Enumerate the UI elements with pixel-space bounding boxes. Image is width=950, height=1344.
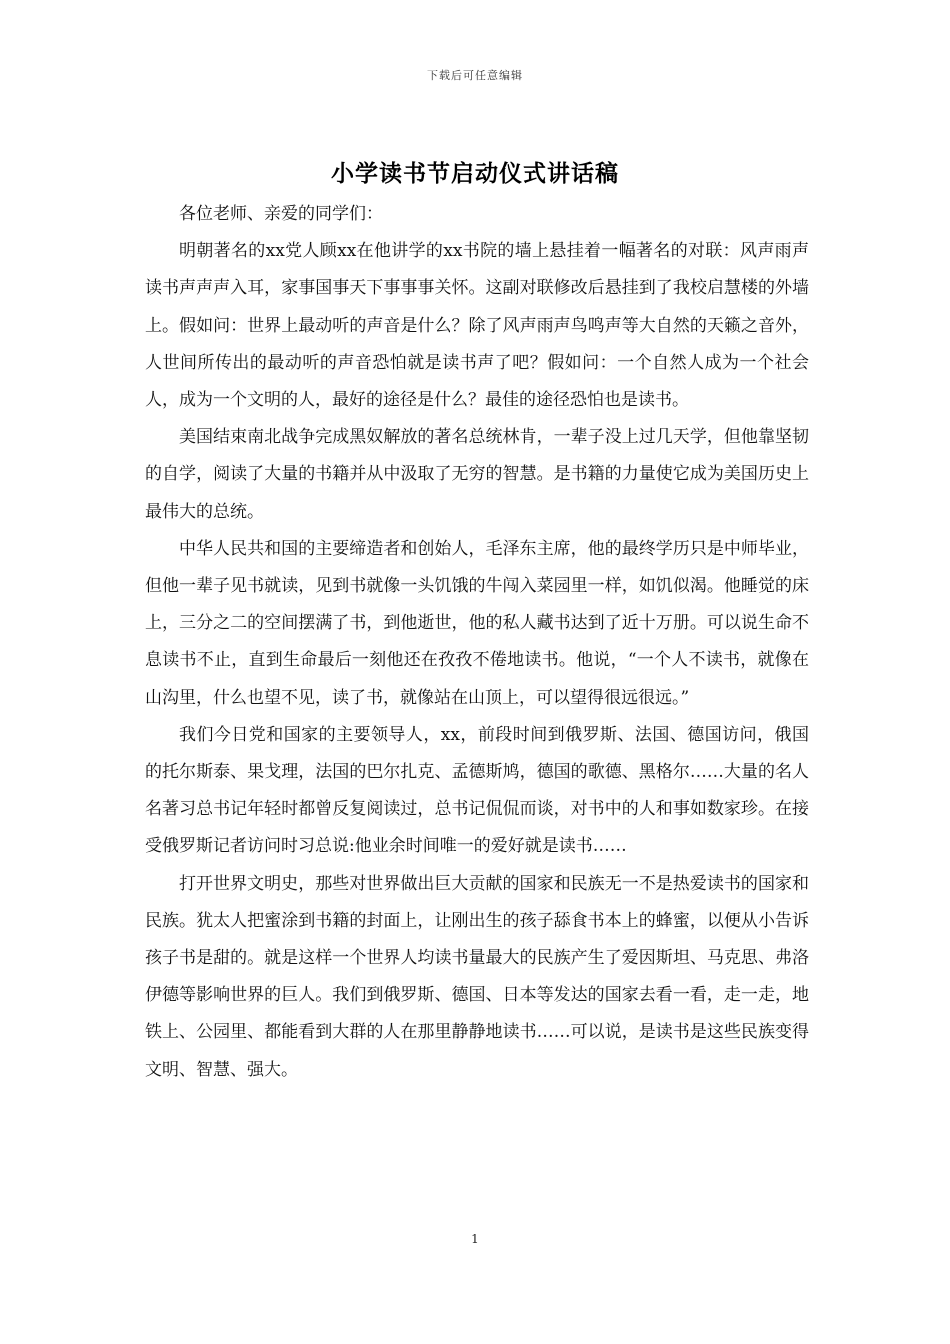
page-number: 1 (471, 1232, 479, 1246)
paragraph-1: 明朝著名的xx党人顾xx在他讲学的xx书院的墙上悬挂着一幅著名的对联：风声雨声读书声声声入耳，家事国事天下事事事关怀。这副对联修改后悬挂到了我校启慧楼的外墙上。假如问：世界上最动听的声音是什么？除了风声雨声鸟鸣声等大自然的天籁之音外，人世间所传出的最动听的声音恐怕就是读书声了吧？假如问：一个自然人成为一个社会人，成为一个文明的人，最好的途径是什么？最佳的途径恐怕也是读书。 (145, 241, 809, 411)
paragraph-5: 打开世界文明史，那些对世界做出巨大贡献的国家和民族无一不是热爱读书的国家和民族。犹太人把蜜涂到书籍的封面上，让刚出生的孩子舔食书本上的蜂蜜，以便从小告诉孩子书是甜的。就是这样一个世界人均读书量最大的民族产生了爱因斯坦、马克思、弗洛伊德等影响世界的巨人。我们到俄罗斯、德国、日本等发达的国家去看一看，走一走，地铁上、公园里、都能看到大群的人在那里静静地读书……可以说，是读书是这些民族变得文明、智慧、强大。 (145, 873, 809, 1080)
paragraph-3: 中华人民共和国的主要缔造者和创始人，毛泽东主席，他的最终学历只是中师毕业，但他一辈子见书就读，见到书就像一头饥饿的牛闯入菜园里一样，如饥似渴。他睡觉的床上，三分之二的空间摆满了书，到他逝世，他的私人藏书达到了近十万册。可以说生命不息读书不止，直到生命最后一刻他还在孜孜不倦地读书。他说，“一个人不读书，就像在山沟里，什么也望不见，读了书，就像站在山顶上，可以望得很远很远。” (145, 538, 809, 708)
salutation: 各位老师、亲爱的同学们： (179, 204, 383, 224)
document-body (145, 196, 809, 1089)
paragraph-4: 我们今日党和国家的主要领导人，xx，前段时间到俄罗斯、法国、德国访问，俄国的托尔斯泰、果戈理，法国的巴尔扎克、孟德斯鸠，德国的歌德、黑格尔……大量的名人名著习总书记年轻时都曾反复阅读过，总书记侃侃而谈，对书中的人和事如数家珍。在接受俄罗斯记者访问时习总说:他业余时间唯一的爱好就是读书…… (145, 724, 809, 857)
document-title: 小学读书节启动仪式讲话稿 (331, 160, 619, 187)
page-header-note: 下载后可任意编辑 (427, 69, 523, 82)
paragraph-2: 美国结束南北战争完成黑奴解放的著名总统林肯，一辈子没上过几天学，但他靠坚韧的自学，阅读了大量的书籍并从中汲取了无穷的智慧。是书籍的力量使它成为美国历史上最伟大的总统。 (145, 427, 809, 522)
